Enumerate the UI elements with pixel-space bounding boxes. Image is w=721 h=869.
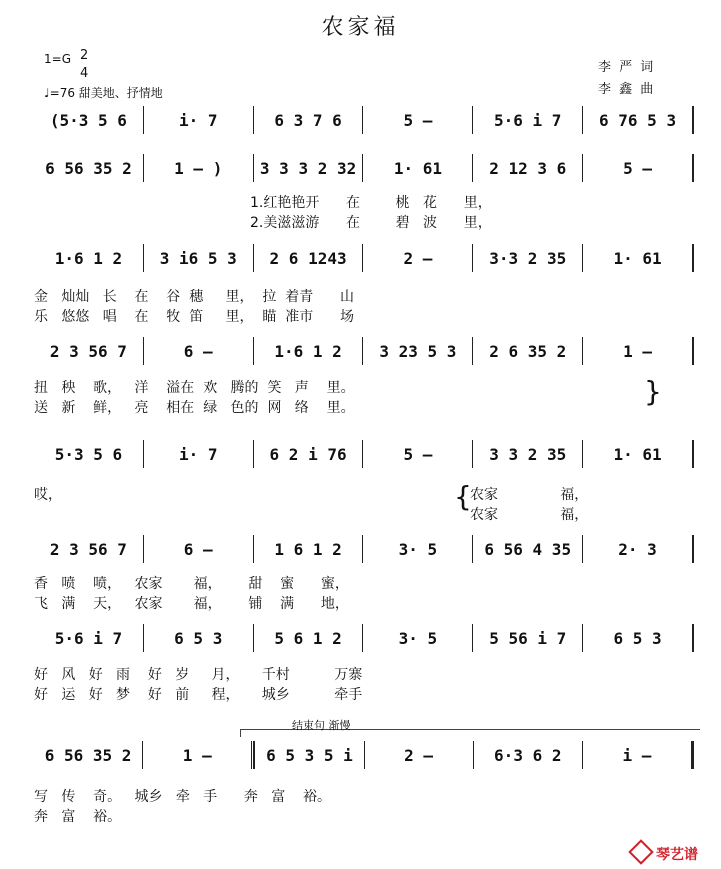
lyric-line-verse1: 写 传 奇。 城乡 牵 手 奔 富 裕。	[34, 789, 332, 805]
measure: 6 5 3 5 i	[254, 741, 363, 769]
coda-bracket-end	[240, 729, 241, 737]
time-signature-top: 2	[80, 48, 89, 63]
measure: 5 –	[362, 106, 472, 134]
key-signature: 1=G	[44, 52, 71, 66]
lyric-line-verse2: 2.美滋滋游 在 碧 波 里，	[250, 215, 492, 231]
measure: 5·6 i 7	[54, 628, 123, 648]
lyric-line-verse1: 哎，	[34, 487, 62, 503]
measure: i –	[582, 741, 694, 769]
measure: 5·6 i 7	[472, 106, 582, 134]
measure: 5·3 5 6	[54, 444, 123, 464]
measure: 6 3 7 6	[253, 106, 363, 134]
lyric-line-verse2: 乐 悠悠 唱 在 牧 笛 里， 瞄 准市 场	[34, 309, 354, 325]
lyric-line-verse2: 好 运 好 梦 好 前 程， 城乡 牵手	[34, 687, 363, 703]
watermark-text: 琴艺谱	[656, 847, 698, 863]
measure: 1 – )	[143, 154, 253, 182]
measure: 1·6 1 2	[253, 337, 363, 365]
staff-row-8	[34, 741, 694, 769]
refrain-line-1: 农家 福，	[470, 487, 589, 503]
staff-row-3	[34, 244, 694, 272]
measure: 6 5 3	[582, 624, 694, 652]
measure: 3 23 5 3	[362, 337, 472, 365]
measure: i· 7	[143, 106, 253, 134]
measure: 3 3 2 35	[472, 440, 582, 468]
measure: 5 6 1 2	[253, 624, 363, 652]
refrain-line-2: 农家 福，	[470, 507, 589, 523]
measure: 6 –	[143, 337, 253, 365]
lyric-line-verse1: 1.红艳艳开 在 桃 花 里，	[250, 195, 492, 211]
lyric-line-verse1: 好 风 好 雨 好 岁 月， 千村 万寨	[34, 667, 363, 683]
measure: 6 –	[143, 535, 253, 563]
tempo-marking: ♩=76 甜美地、抒情地	[44, 86, 163, 100]
measure: 1· 61	[362, 154, 472, 182]
measure: 2 3 56 7	[49, 341, 127, 361]
measure: 2 –	[362, 244, 472, 272]
measure: 5 –	[582, 154, 694, 182]
measure: 1 –	[582, 337, 694, 365]
lyric-line-verse2: 奔 富 裕。	[34, 809, 122, 825]
measure: 2 3 56 7	[49, 539, 127, 559]
song-title: 农家福	[321, 15, 400, 40]
measure: 1· 61	[582, 244, 694, 272]
measure: 6 56 4 35	[472, 535, 582, 563]
measure: 6 76 5 3	[582, 106, 694, 134]
measure: 6 2 i 76	[253, 440, 363, 468]
staff-row-7	[34, 624, 694, 652]
staff-row-5	[34, 440, 694, 468]
staff-row-4	[34, 337, 694, 365]
measure: 2 6 35 2	[472, 337, 582, 365]
measure: 3· 5	[362, 624, 472, 652]
lyric-line-verse2: 飞 满 天， 农家 福， 铺 满 地，	[34, 596, 349, 612]
measure: 6 56 35 2	[45, 158, 132, 178]
composer-credit: 李 鑫 曲	[598, 82, 656, 97]
coda-label: 结束句 渐慢	[292, 719, 351, 732]
measure: 1 6 1 2	[253, 535, 363, 563]
verse-brace: }	[644, 375, 662, 408]
measure: i· 7	[143, 440, 253, 468]
measure: 2 6 1243	[253, 244, 363, 272]
staff-row-6	[34, 535, 694, 563]
measure: (5·3 5 6	[49, 110, 127, 130]
measure: 6 56 35 2	[44, 745, 132, 765]
measure: 3· 5	[362, 535, 472, 563]
staff-row-1	[34, 106, 694, 134]
measure: 2 –	[364, 741, 473, 769]
lyric-line-verse1: 扭 秧 歌， 洋 溢在 欢 腾的 笑 声 里。	[34, 380, 355, 396]
measure: 2· 3	[582, 535, 694, 563]
logo-icon	[628, 839, 653, 864]
lyricist-credit: 李 严 词	[598, 60, 656, 75]
measure: 6 5 3	[143, 624, 253, 652]
measure: 3 i6 5 3	[143, 244, 253, 272]
watermark-logo	[632, 843, 698, 864]
time-signature-bottom: 4	[80, 66, 89, 81]
measure: 3 3 3 2 32	[253, 154, 363, 182]
lyric-line-verse2: 送 新 鲜， 亮 相在 绿 色的 网 络 里。	[34, 400, 355, 416]
measure: 2 12 3 6	[472, 154, 582, 182]
measure: 5 –	[362, 440, 472, 468]
refrain-brace: {	[454, 480, 472, 513]
measure: 6·3 6 2	[473, 741, 582, 769]
measure: 3·3 2 35	[472, 244, 582, 272]
staff-row-2	[34, 154, 694, 182]
measure: 5 56 i 7	[472, 624, 582, 652]
lyric-line-verse1: 金 灿灿 长 在 谷 穗 里， 拉 着青 山	[34, 289, 354, 305]
measure: 1 –	[142, 741, 254, 769]
measure: 1·6 1 2	[54, 248, 123, 268]
lyric-line-verse1: 香 喷 喷， 农家 福， 甜 蜜 蜜，	[34, 576, 349, 592]
measure: 1· 61	[582, 440, 694, 468]
